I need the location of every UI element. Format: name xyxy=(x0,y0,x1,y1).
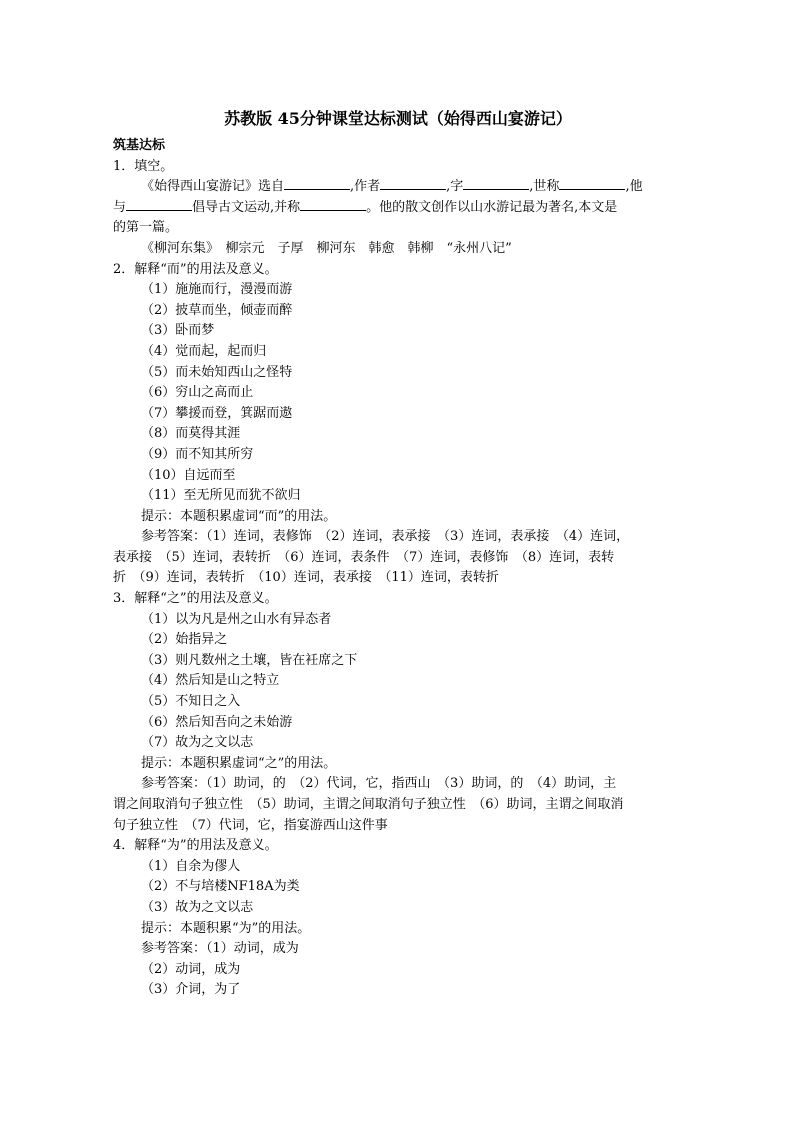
list-item: （3）故为之文以志 xyxy=(141,899,254,915)
question-1-text xyxy=(113,177,683,198)
question-1-title: 1．填空。 xyxy=(113,158,174,174)
question-3-title: 3．解释“之”的用法及意义。 xyxy=(113,591,278,607)
question-2-answer-end: 折 （9）连词，表转折 （10）连词，表承接 （11）连词，表转折 xyxy=(113,570,499,586)
q1-text-part: ,字 xyxy=(446,179,464,195)
list-item: （2）始指异之 xyxy=(141,632,228,648)
question-3-hint: 提示：本题积累虚词“之”的用法。 xyxy=(141,755,337,771)
question-3-answer-cont: 谓之间取消句子独立性 （5）助词，主谓之间取消句子独立性 （6）助词，主谓之间取消 xyxy=(113,797,624,812)
list-item: （7）攀援而登，箕踞而遨 xyxy=(141,405,293,421)
list-item: （3）则凡数州之土壤，皆在衽席之下 xyxy=(141,652,358,668)
list-item: （1）以为凡是州之山水有异态者 xyxy=(141,611,332,627)
list-item: （9）而不知其所穷 xyxy=(141,446,254,462)
list-item: （5）而未始知西山之怪特 xyxy=(141,364,293,380)
answer-blank xyxy=(300,198,366,211)
q1-text-part: 倡导古文运动,并称 xyxy=(192,199,301,215)
question-1-text-cont xyxy=(113,198,683,219)
list-item: （1）施施而行，漫漫而游 xyxy=(141,282,293,298)
question-3-answer-end: 句子独立性 （7）代词，它，指宴游西山这件事 xyxy=(113,817,388,833)
answer-blank xyxy=(559,177,625,190)
question-1-text-end: 的第一篇。 xyxy=(113,220,179,236)
q1-text-part: 《始得西山宴游记》选自 xyxy=(141,179,285,195)
section-heading: 筑基达标 xyxy=(113,138,166,153)
list-item: （10）自远而至 xyxy=(141,467,236,483)
list-item: （11）至无所见而犹不欲归 xyxy=(141,488,301,504)
question-2-answer-cont: 表承接 （5）连词，表转折 （6）连词，表条件 （7）连词，表修饰 （8）连词，表转 xyxy=(113,549,615,565)
question-4-title: 4．解释“为”的用法及意义。 xyxy=(113,838,278,854)
question-2-hint: 提示：本题积累虚词“而”的用法。 xyxy=(141,508,337,524)
list-item: （6）然后知吾向之未始游 xyxy=(141,714,293,730)
document-content xyxy=(113,108,683,1001)
list-item: （3）介词，为了 xyxy=(141,982,241,998)
question-3-answer: 参考答案：（1）助词，的 （2）代词，它，指西山 （3）助词，的 （4）助词，主 xyxy=(141,776,617,792)
list-item: （8）而莫得其涯 xyxy=(141,426,241,442)
answer-blank xyxy=(126,198,192,211)
list-item: （7）故为之文以志 xyxy=(141,735,254,751)
q1-text-part: ,作者 xyxy=(350,179,381,195)
list-item: （2）不与培楼NF18A为类 xyxy=(141,879,300,895)
list-item: （2）动词，成为 xyxy=(141,961,241,977)
list-item: （6）穷山之高而止 xyxy=(141,385,254,401)
list-item: （4）觉而起，起而归 xyxy=(141,343,267,359)
q1-text-part: ,他 xyxy=(625,179,643,195)
question-1-answers: 《柳河东集》 柳宗元 子厚 柳河东 韩愈 韩柳 “永州八记” xyxy=(141,240,512,256)
list-item: （3）卧而梦 xyxy=(141,323,215,339)
q1-text-part: ,世称 xyxy=(529,179,560,195)
page-title: 苏教版 45分钟课堂达标测试（始得西山宴游记） xyxy=(224,109,572,128)
q1-text-part: 。他的散文创作以山水游记最为著名,本文是 xyxy=(366,199,618,215)
question-2-answer: 参考答案：（1）连词，表修饰 （2）连词，表承接 （3）连词，表承接 （4）连词， xyxy=(141,529,630,545)
list-item: （1）自余为僇人 xyxy=(141,858,241,874)
question-2-title: 2．解释“而”的用法及意义。 xyxy=(113,261,278,277)
answer-blank xyxy=(284,177,350,190)
answer-blank xyxy=(463,177,529,190)
question-4-hint: 提示：本题积累“为”的用法。 xyxy=(141,920,311,936)
answer-blank xyxy=(380,177,446,190)
list-item: （4）然后知是山之特立 xyxy=(141,673,280,689)
question-4-answer: 参考答案：（1）动词，成为 xyxy=(141,941,299,957)
q1-text-part: 与 xyxy=(113,199,127,215)
list-item: （2）披草而坐，倾壶而醉 xyxy=(141,302,293,318)
list-item: （5）不知日之入 xyxy=(141,694,241,710)
